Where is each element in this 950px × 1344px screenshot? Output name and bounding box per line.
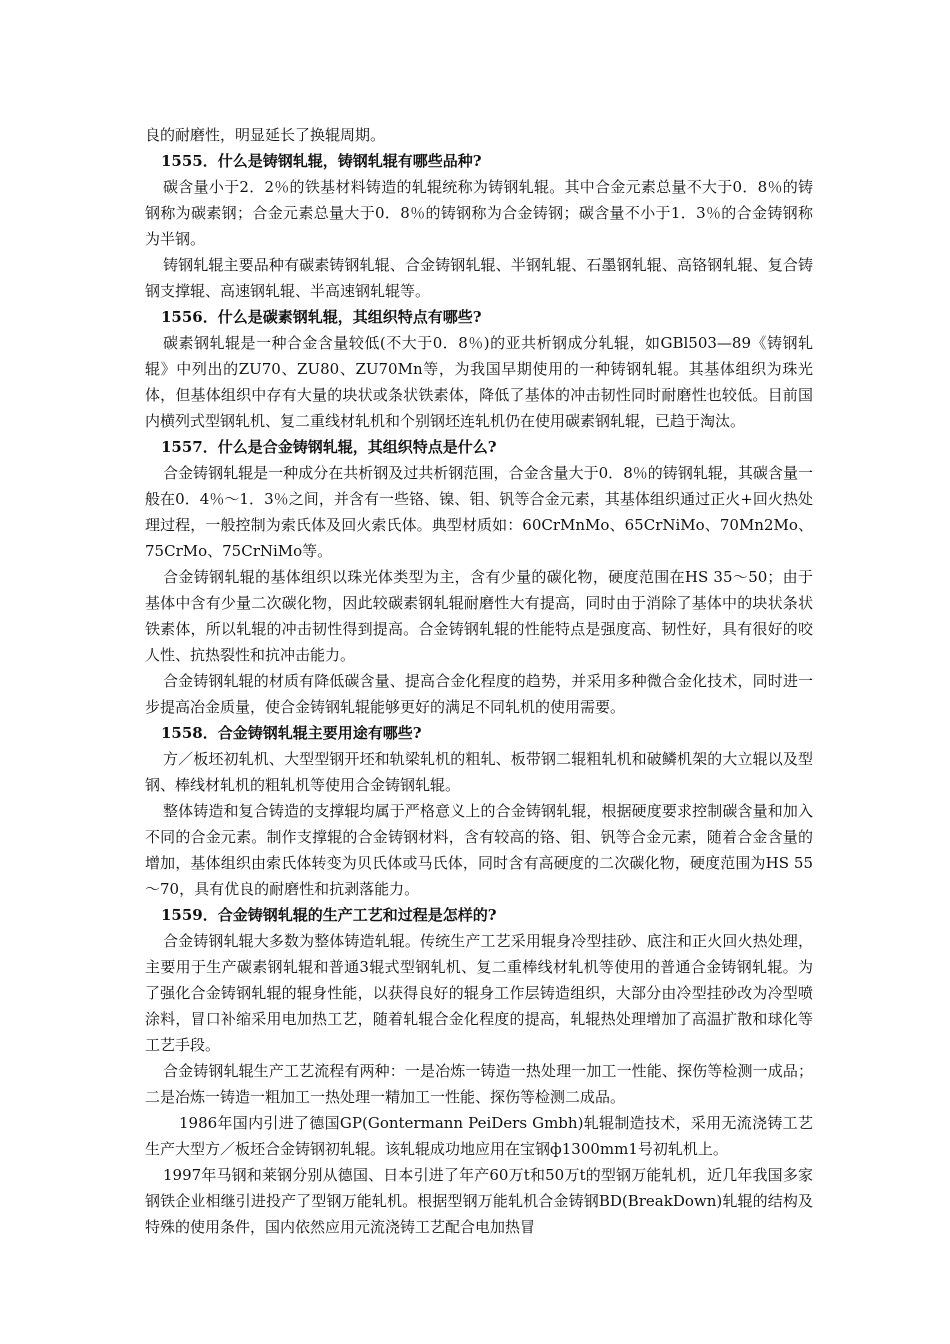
paragraph: 铸钢轧辊主要品种有碳素铸钢轧辊、合金铸钢轧辊、半钢轧辊、石墨钢轧辊、高铬钢轧辊、复合铸钢支撑辊、高速钢轧辊、半高速钢轧辊等。 [145, 256, 813, 300]
paragraph: 碳含量小于2．2％的铁基材料铸造的轧辊统称为铸钢轧辊。其中合金元素总量不大于0．8％的铸钢称为碳素钢；合金元素总量大于0．8％的铸钢称为合金铸钢；碳含量不小于1．3％的合金铸钢称为半钢。 [145, 178, 813, 248]
paragraph: 合金铸钢轧辊生产工艺流程有两种：一是冶炼一铸造一热处理一加工一性能、探伤等检测一成品；二是冶炼一铸造一粗加工一热处理一精加工一性能、探伤等检测二成品。 [145, 1062, 813, 1106]
question-heading: 1559．合金铸钢轧辊的生产工艺和过程是怎样的? [161, 906, 497, 924]
paragraph: 方／板坯初轧机、大型型钢开坯和轨梁轧机的粗轧、板带钢二辊粗轧机和破鳞机架的大立辊以及型钢、棒线材轧机的粗轧机等使用合金铸钢轧辊。 [145, 750, 813, 794]
paragraph: 1986年国内引进了德国GP(Gontermann PeiDers Gmbh)轧辊制造技术，采用无流浇铸工艺生产大型方／板坯合金铸钢初轧辊。该轧辊成功地应用在宝钢ф1300mm1号初轧机上。 [145, 1114, 813, 1158]
document-page [145, 122, 813, 1240]
paragraph: 合金铸钢轧辊的材质有降低碳含量、提高合金化程度的趋势，并采用多种微合金化技术，同时进一步提高冶金质量，使合金铸钢轧辊能够更好的满足不同轧机的使用需要。 [145, 672, 813, 716]
paragraph: 1997年马钢和莱钢分别从德国、日本引进了年产60万t和50万t的型钢万能轧机，近几年我国多家钢铁企业相继引进投产了型钢万能轧机。根据型钢万能轧机合金铸钢BD(BreakDown)轧辊的结构及特殊的使用条件，国内依然应用元流浇铸工艺配合电加热冒 [145, 1166, 813, 1236]
question-heading: 1558．合金铸钢轧辊主要用途有哪些? [161, 724, 422, 742]
paragraph: 合金铸钢轧辊的基体组织以珠光体类型为主，含有少量的碳化物，硬度范围在HS 35～50；由于基体中含有少量二次碳化物，因此较碳素钢轧辊耐磨性大有提高，同时由于消除了基体中的块状条状铁素体，所以轧辊的冲击韧性得到提高。合金铸钢轧辊的性能特点是强度高、韧性好，具有很好的咬人性、抗热裂性和抗冲击能力。 [145, 568, 813, 664]
paragraph: 整体铸造和复合铸造的支撑辊均属于严格意义上的合金铸钢轧辊，根据硬度要求控制碳含量和加入不同的合金元素。制作支撑辊的合金铸钢材料，含有较高的铬、钼、钒等合金元素，随着合金含量的增加，基体组织由索氏体转变为贝氏体或马氏体，同时含有高硬度的二次碳化物，硬度范围为HS 55～70，具有优良的耐磨性和抗剥落能力。 [145, 802, 813, 898]
paragraph: 碳素钢轧辊是一种合金含量较低(不大于0．8％)的亚共析钢成分轧辊，如GBl503—89《铸钢轧辊》中列出的ZU70、ZU80、ZU70Mn等，为我国早期使用的一种铸钢轧辊。其基体组织为珠光体，但基体组织中存有大量的块状或条状铁素体，降低了基体的冲击韧性同时耐磨性也较低。目前国内横列式型钢轧机、复二重线材轧机和个别钢坯连轧机仍在使用碳素钢轧辊，已趋于淘汰。 [145, 334, 813, 430]
paragraph: 合金铸钢轧辊是一种成分在共析钢及过共析钢范围，合金含量大于0．8％的铸钢轧辊，其碳含量一般在0．4％～1．3％之间，并含有一些铬、镍、钼、钒等合金元素，其基体组织通过正火+回火热处理过程，一般控制为索氏体及回火索氏体。典型材质如：60CrMnMo、65CrNiMo、70Mn2Mo、75CrMo、75CrNiMo等。 [145, 464, 813, 560]
question-heading: 1555．什么是铸钢轧辊，铸钢轧辊有哪些品种? [161, 152, 482, 170]
question-heading: 1556．什么是碳素钢轧辊，其组织特点有哪些? [161, 308, 482, 326]
paragraph: 合金铸钢轧辊大多数为整体铸造轧辊。传统生产工艺采用辊身冷型挂砂、底注和正火回火热处理，主要用于生产碳素钢轧辊和普通3辊式型钢轧机、复二重棒线材轧机等使用的普通合金铸钢轧辊。为了强化合金铸钢轧辊的辊身性能，以获得良好的辊身工作层铸造组织，大部分由冷型挂砂改为冷型喷涂料，冒口补缩采用电加热工艺，随着轧辊合金化程度的提高，轧辊热处理增加了高温扩散和球化等工艺手段。 [145, 932, 813, 1054]
paragraph: 良的耐磨性，明显延长了换辊周期。 [145, 126, 386, 144]
question-heading: 1557．什么是合金铸钢轧辊，其组织特点是什么? [161, 438, 497, 456]
